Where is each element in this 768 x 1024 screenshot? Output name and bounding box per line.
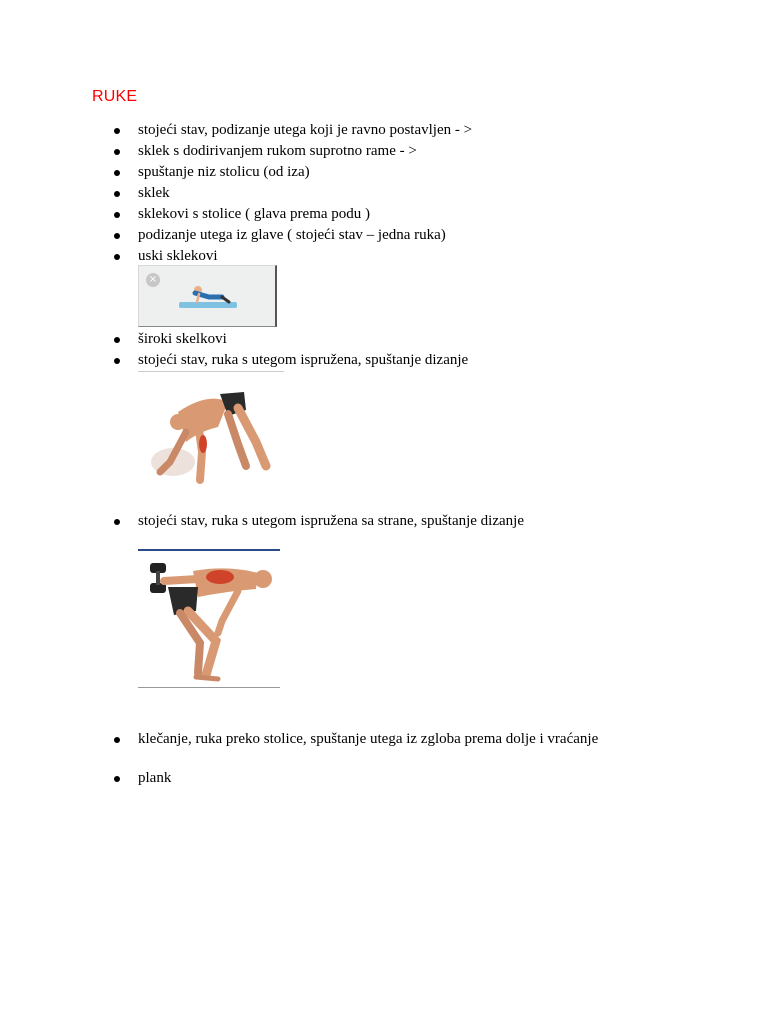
bullet <box>112 225 138 245</box>
list-item: stojeći stav, ruka s utegom ispružena, spuštanje dizanje <box>112 350 468 370</box>
bullet <box>112 511 138 531</box>
bullet <box>112 768 138 788</box>
exercise-figure-illustration <box>138 551 280 688</box>
bullet <box>112 729 138 749</box>
list-item: sklek s dodirivanjem rukom suprotno rame - > <box>112 141 417 161</box>
list-item: sklekovi s stolice ( glava prema podu ) <box>112 204 370 224</box>
exercise-figure-illustration <box>138 372 284 500</box>
bullet <box>112 329 138 349</box>
list-item: sklek <box>112 183 170 203</box>
list-item: široki skelkovi <box>112 329 227 349</box>
bullet <box>112 204 138 224</box>
list-item: stojeći stav, podizanje utega koji je ravno postavljen - > <box>112 120 472 140</box>
list-item: stojeći stav, ruka s utegom ispružena sa strane, spuštanje dizanje <box>112 511 524 531</box>
list-item: uski sklekovi <box>112 246 218 266</box>
dumbbell-extension-image <box>138 549 280 688</box>
narrow-pushup-thumbnail[interactable] <box>138 265 277 327</box>
bullet <box>112 120 138 140</box>
pike-pushup-image <box>138 371 284 500</box>
close-icon[interactable]: × <box>146 273 160 287</box>
bullet <box>112 183 138 203</box>
list-item: plank <box>112 768 171 788</box>
section-heading: RUKE <box>92 88 138 105</box>
bullet <box>112 141 138 161</box>
list-item: podizanje utega iz glave ( stojeći stav – jedna ruka) <box>112 225 446 245</box>
bullet <box>112 162 138 182</box>
bullet <box>112 350 138 370</box>
bullet <box>112 246 138 266</box>
exercise-figure-illustration <box>139 266 278 328</box>
list-item: spuštanje niz stolicu (od iza) <box>112 162 310 182</box>
list-item: klečanje, ruka preko stolice, spuštanje utega iz zgloba prema dolje i vraćanje <box>112 729 598 749</box>
